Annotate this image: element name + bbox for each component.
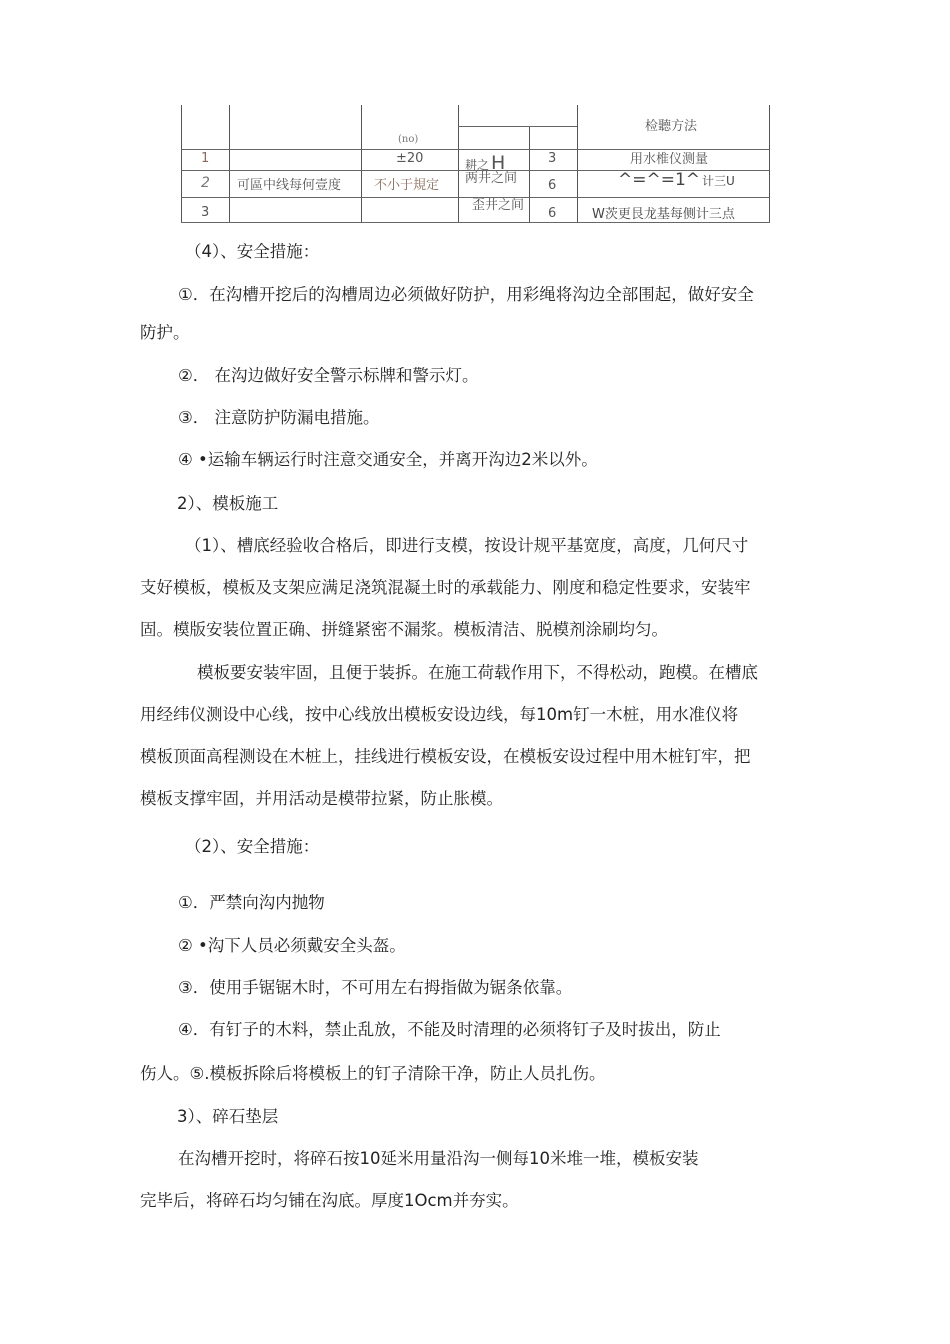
section-heading: （4）、安全措施：: [185, 242, 320, 261]
section-heading: （2）、安全措施：: [185, 837, 320, 856]
list-item-continuation: 伤人。⑤.模板拆除后将模板上的钉子清除干净，防止人员扎伤。: [140, 1064, 606, 1083]
row3-method: W茨更艮龙基每侧计三点: [592, 207, 735, 222]
row3-count: 6: [548, 206, 557, 221]
paragraph-line: 支好模板，模板及支架应满足浇筑混凝土时的承载能力、刚度和稳定性要求，安装牢: [140, 578, 751, 597]
row2-item: 可區中线每何壹度: [237, 178, 342, 193]
paragraph-line: 模板顶面高程测设在木桩上，挂线进行模板安设，在模板安设过程中用木桩钉牢，把: [140, 747, 751, 766]
table-border: [458, 126, 577, 127]
list-item: ④ •运输车辆运行时注意交通安全，并离开沟边2米以外。: [178, 450, 598, 469]
paragraph-line: 模板支撑牢固，并用活动是模带拉紧，防止胀模。: [140, 789, 503, 808]
paragraph-line: （1）、槽底经验收合格后，即进行支模，按设计规平基宽度，高度，几何尺寸: [185, 536, 749, 555]
method-header: 检聽方法: [645, 119, 698, 134]
section-heading: 3）、碎石垫层: [177, 1107, 279, 1126]
table-border: [769, 105, 770, 223]
list-item: ②． 在沟边做好安全警示标牌和警示灯。: [178, 366, 479, 385]
unit-header: (no): [398, 134, 419, 145]
row1-value: ±20: [396, 151, 424, 166]
row2-no: 2: [201, 175, 210, 191]
row2-count: 6: [548, 178, 557, 193]
row2-method: ^=^=1^ 计三U: [618, 170, 735, 190]
section-heading: 2）、模板施工: [177, 494, 279, 513]
list-item: ③．使用手锯锯木时，不可用左右拇指做为锯条依靠。: [178, 978, 573, 997]
table-border: [181, 149, 770, 150]
paragraph-line: 完毕后，将碎石均匀铺在沟底。厚度1Ocm并夯实。: [140, 1191, 519, 1210]
list-item: ①．严禁向沟内抛物: [178, 893, 325, 912]
list-item: ③． 注意防护防漏电措施。: [178, 408, 380, 427]
paragraph-line: 固。模版安装位置正确、拼缝紧密不漏浆。模板清洁、脱模剂涂刷均匀。: [140, 620, 668, 639]
paragraph-line: 在沟槽开挖时，将碎石按10延米用量沿沟一侧每10米堆一堆，模板安装: [178, 1149, 699, 1168]
row1-no: 1: [201, 151, 210, 166]
row3-range: 歪井之间: [472, 198, 525, 213]
list-item-continuation: 防护。: [140, 323, 190, 342]
list-item: ④．有钉子的木料，禁止乱放，不能及时清理的必须将钉子及时拔出，防止: [178, 1020, 721, 1039]
list-item: ② •沟下人员必须戴安全头盔。: [178, 936, 406, 955]
paragraph-line: 模板要安装牢固，且便于装拆。在施工荷载作用下，不得松动，跑模。在槽底: [197, 663, 758, 682]
list-item: ①．在沟槽开挖后的沟槽周边必须做好防护，用彩绳将沟边全部围起，做好安全: [178, 285, 754, 304]
row2-range: 两井之间: [465, 171, 518, 186]
row3-no: 3: [201, 205, 210, 220]
row1-method: 用水椎仪测量: [630, 152, 709, 167]
table-border: [229, 105, 230, 223]
table-border: [181, 105, 182, 223]
table-border: [529, 127, 530, 223]
paragraph-line: 用经纬仪测设中心线，按中心线放出模板安设边线，每10m钉一木桩，用水准仪将: [140, 705, 739, 724]
row1-range: 耕之 H: [465, 152, 506, 174]
row1-count: 3: [548, 151, 557, 166]
inspection-table: [181, 105, 770, 223]
table-border: [181, 222, 770, 223]
row2-value: 不小于規定: [374, 178, 440, 193]
table-border: [577, 105, 578, 223]
table-border: [361, 105, 362, 223]
table-border: [458, 105, 459, 223]
